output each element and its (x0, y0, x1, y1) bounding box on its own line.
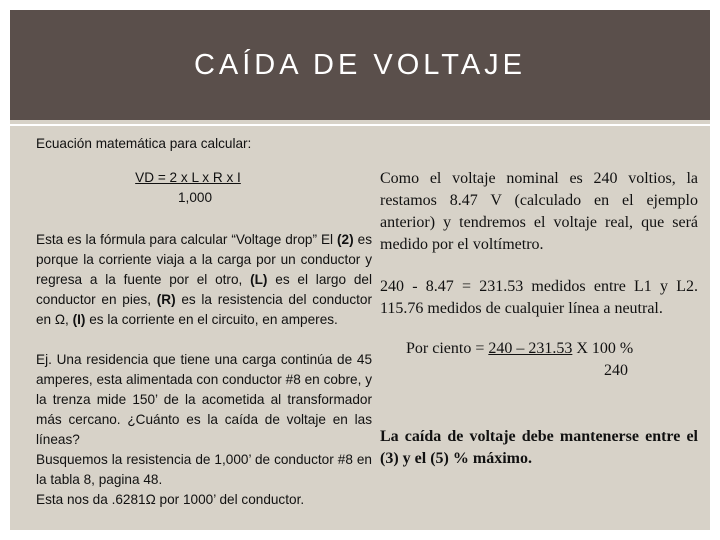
percent-numerator: 240 – 231.53 (488, 340, 573, 357)
formula (108, 168, 268, 208)
example-block (36, 350, 372, 510)
percent-formula (406, 338, 676, 382)
term-2: (2) (337, 232, 354, 247)
nominal-voltage-text: Como el voltaje nominal es 240 voltios, la restamos 8.47 V (calculado en el ejemplo anterior) y tendremos el voltaje real, que será medido por el voltímetro. (380, 170, 698, 253)
example-text: Ej. Una residencia que tiene una carga continúa de 45 amperes, esta alimentada con conductor #8 en cobre, y la trenza mide 150’ de la acometida al transformador más cercano. ¿Cuánto es la caída de voltaje en las líneas? (36, 352, 372, 447)
left-column (36, 134, 372, 510)
right-column (380, 168, 698, 486)
intro-text: Ecuación matemática para calcular: (36, 136, 252, 151)
percent-denominator: 240 (604, 362, 628, 379)
term-l: (L) (250, 272, 268, 287)
formula-denominator: 1,000 (177, 190, 213, 205)
term-r: (R) (156, 292, 176, 307)
slide-title: CAÍDA DE VOLTAJE (193, 48, 527, 81)
explanation-text: es el largo del conductor en pies, (36, 272, 372, 307)
explanation-text: es porque la corriente viaja a la carga por un conductor y regresa a la fuente por el otro, (36, 232, 372, 287)
formula-numerator: VD = 2 x L x R x I (135, 170, 241, 185)
example-text: Busquemos la resistencia de 1,000’ de conductor #8 en la tabla 8, pagina 48. (36, 452, 372, 487)
title-bar (10, 10, 710, 120)
calculation-text: 240 - 8.47 = 231.53 medidos entre L1 y L2. 115.76 medidos de cualquier línea a neutral. (380, 278, 698, 317)
percent-prefix: Por ciento = (406, 340, 489, 357)
formula-explanation (36, 230, 372, 330)
example-text: Esta nos da .6281Ω por 1000’ del conductor. (36, 492, 305, 507)
slide (10, 10, 710, 530)
explanation-text: Esta es la fórmula para calcular “Voltage drop” El (36, 232, 338, 247)
explanation-text: es la resistencia del conductor en Ω, (36, 292, 372, 327)
term-i: (I) (72, 312, 86, 327)
conclusion-text: La caída de voltaje debe mantenerse entre el (3) y el (5) % máximo. (380, 428, 698, 467)
explanation-text: es la corriente en el circuito, en amperes. (85, 312, 338, 327)
percent-suffix: X 100 % (572, 340, 634, 357)
title-divider (10, 124, 710, 126)
